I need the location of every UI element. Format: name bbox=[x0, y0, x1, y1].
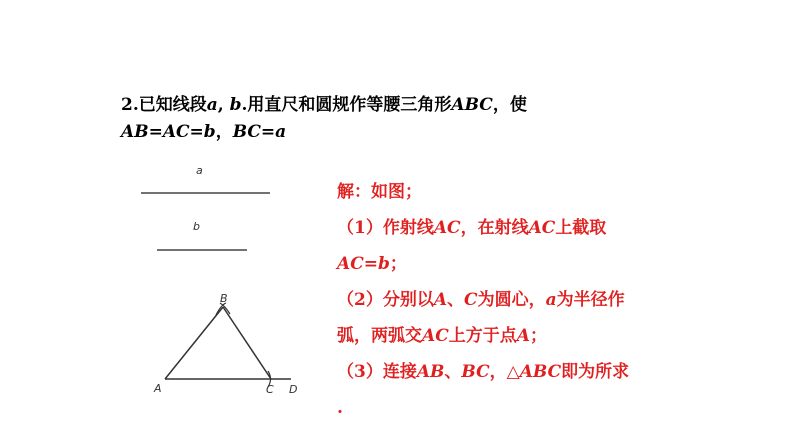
point-a: A bbox=[433, 290, 448, 310]
solution-line-5 bbox=[337, 318, 777, 354]
solution-line-1: 解：如图； bbox=[337, 182, 422, 202]
side-bc bbox=[223, 307, 271, 379]
solution-text-part: ，在射线 bbox=[460, 218, 529, 238]
problem-text: ，使 bbox=[492, 95, 527, 115]
solution-line-7: . bbox=[337, 398, 343, 418]
separator: 、 bbox=[447, 290, 465, 310]
solution-line-4 bbox=[337, 282, 777, 318]
segment-ab: AB bbox=[121, 122, 149, 142]
solution-text-part: 即为所求 bbox=[561, 362, 630, 382]
vertex-d-label: D bbox=[289, 383, 298, 396]
problem-number: 2. bbox=[121, 95, 139, 115]
solution-text-part: 上截取 bbox=[555, 218, 607, 238]
solution-text-part: ，△ bbox=[489, 362, 520, 382]
triangle-name: ABC bbox=[451, 95, 493, 115]
solution-line-3 bbox=[337, 246, 777, 282]
triangle-name: ABC bbox=[519, 362, 562, 382]
var-b: b bbox=[229, 95, 242, 115]
solution-text-part: 上方于点 bbox=[448, 326, 517, 346]
problem-text: .用直尺和圆规作等腰三角形 bbox=[241, 95, 452, 115]
var-a: a bbox=[206, 95, 218, 115]
solution-text-part: （2）分别以 bbox=[337, 290, 434, 310]
segment-bc: BC bbox=[461, 362, 490, 382]
side-ab bbox=[165, 307, 223, 379]
separator: ； bbox=[529, 326, 547, 346]
equals: = bbox=[148, 122, 163, 142]
point-c: C bbox=[464, 290, 478, 310]
solution-text-part: 弧，两弧交 bbox=[337, 326, 422, 346]
segment-ac: AC bbox=[162, 122, 190, 142]
ray-ac: AC bbox=[433, 218, 461, 238]
separator: , bbox=[217, 95, 230, 115]
ray-ac: AC bbox=[528, 218, 556, 238]
solution-text-part: （1）作射线 bbox=[337, 218, 434, 238]
solution-line-2 bbox=[337, 210, 777, 246]
equals: = bbox=[363, 254, 378, 274]
separator: 、 bbox=[444, 362, 462, 382]
solution-text-part: （3）连接 bbox=[337, 362, 417, 382]
point-a: A bbox=[516, 326, 530, 346]
separator: ， bbox=[215, 122, 233, 142]
solution-line-6 bbox=[337, 354, 777, 390]
vertex-b-label: B bbox=[220, 292, 228, 305]
var-b: b bbox=[377, 254, 390, 274]
vertex-c-label: C bbox=[266, 383, 274, 396]
segment-ac: AC bbox=[337, 254, 364, 274]
var-a: a bbox=[275, 122, 287, 142]
segment-ac: AC bbox=[422, 326, 449, 346]
segment-a-label: a bbox=[196, 164, 203, 177]
segment-ab: AB bbox=[416, 362, 445, 382]
problem-text: 已知线段 bbox=[138, 95, 207, 115]
solution-text-part: 为半径作 bbox=[556, 290, 625, 310]
separator: ； bbox=[389, 254, 407, 274]
solution-text-part: 为圆心， bbox=[477, 290, 546, 310]
equals: = bbox=[260, 122, 276, 142]
equals: = bbox=[189, 122, 204, 142]
var-b: b bbox=[203, 122, 216, 142]
solution-text bbox=[337, 174, 777, 426]
vertex-a-label: A bbox=[154, 382, 162, 395]
segment-b-label: b bbox=[193, 220, 200, 233]
var-a: a bbox=[545, 290, 557, 310]
segment-bc: BC bbox=[232, 122, 261, 142]
